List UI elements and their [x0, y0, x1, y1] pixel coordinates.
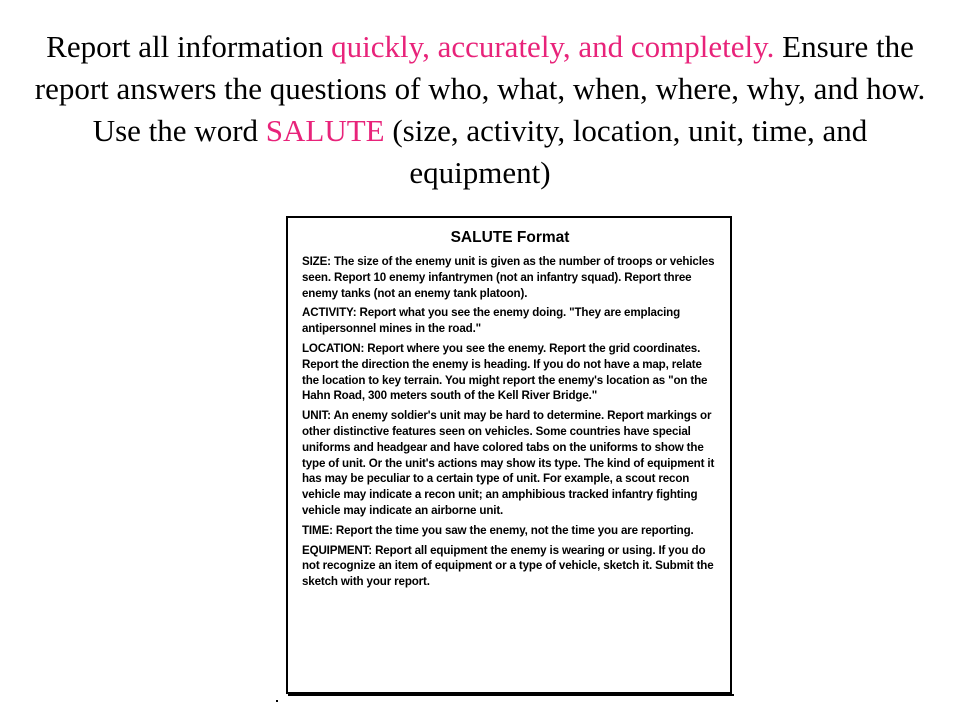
intro-part-1: Report all information: [46, 29, 332, 64]
card-bottom-rule: [288, 694, 734, 696]
section-activity: [302, 305, 718, 337]
section-time: [302, 523, 718, 539]
intro-accent-quickly: quickly, accurately, and completely.: [331, 29, 775, 64]
card-title: SALUTE Format: [450, 229, 570, 246]
scan-speck: [276, 700, 278, 702]
section-location-head: LOCATION:: [302, 341, 365, 355]
section-unit: [302, 408, 718, 519]
section-size: [302, 254, 718, 301]
section-equipment-head: EQUIPMENT:: [302, 543, 372, 557]
section-location: [302, 341, 718, 404]
section-equipment: [302, 543, 718, 590]
section-activity-head: ACTIVITY:: [302, 306, 357, 320]
intro-part-3: (size, activity, location, unit, time, and equipment): [384, 113, 868, 190]
section-equipment-text: Report all equipment the enemy is wearing or using. If you do not recognize an item of equipment or a type of vehicle, sketch it. Submit the sketch with your report.: [302, 543, 714, 589]
slide-intro-text: [20, 26, 940, 194]
section-time-head: TIME:: [302, 523, 333, 537]
section-location-text: Report where you see the enemy. Report the grid coordinates. Report the direction the enemy is heading. If you do not have a map, relate the location to key terrain. You might report the enemy's location as "on the Hahn Road, 300 meters south of the Kell River Bridge.": [302, 341, 708, 403]
intro-accent-salute: SALUTE: [265, 113, 385, 148]
salute-format-card: [286, 216, 732, 694]
section-unit-text: An enemy soldier's unit may be hard to determine. Report markings or other distinctive features seen on vehicles. Some countries have special uniforms and headgear and have colored tabs on the uniforms to show the type of unit. Or the unit's actions may show its type. The kind of equipment it has may be peculiar to a certain type of unit. For example, a scout recon vehicle may indicate a recon unit; an amphibious tracked infantry fighting vehicle may indicate an airborne unit.: [302, 409, 715, 517]
section-size-head: SIZE:: [302, 255, 331, 268]
section-unit-head: UNIT:: [302, 409, 331, 423]
section-size-text: The size of the enemy unit is given as the number of troops or vehicles seen. Report 10 enemy infantrymen (not an infantry squad). Report three enemy tanks (not an enemy tank platoon).: [302, 255, 715, 300]
intro-part-2: Ensure the report answers the questions of who, what, when, where, why, and how. Use the word: [34, 29, 926, 148]
section-activity-text: Report what you see the enemy doing. "They are emplacing antipersonnel mines in the road.": [302, 306, 681, 336]
section-time-text: Report the time you saw the enemy, not the time you are reporting.: [332, 523, 694, 537]
